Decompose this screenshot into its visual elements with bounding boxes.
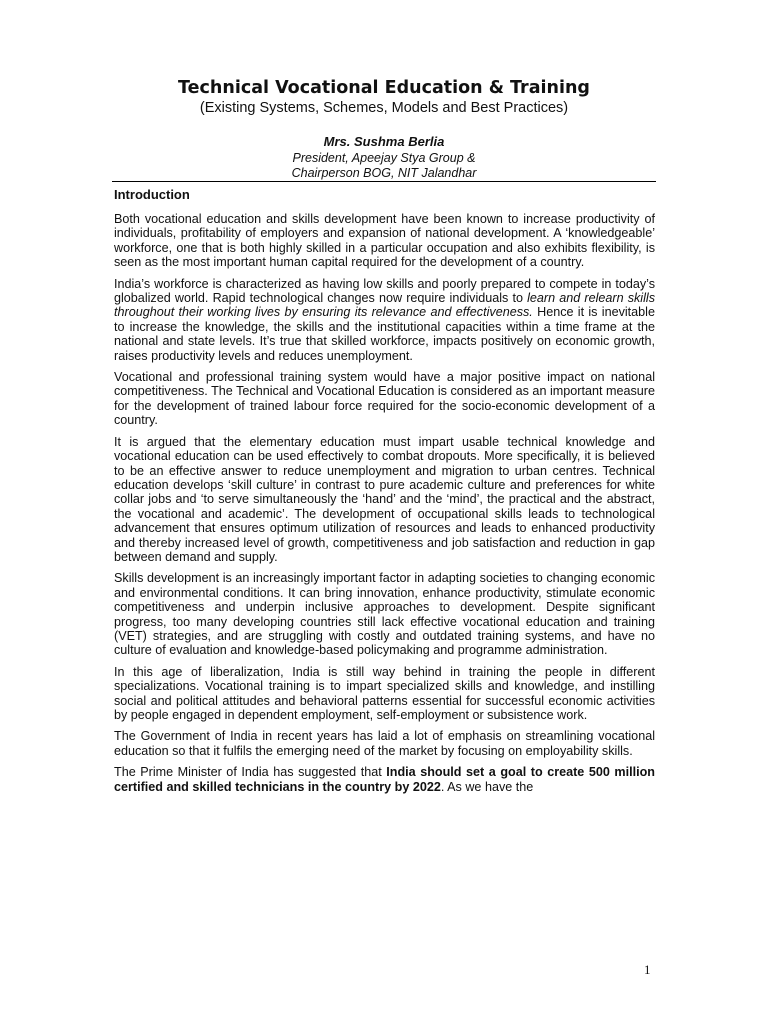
paragraph-2-part-1: India’s workforce is characterized as having low skills and poorly prepared to compete in today’s globalized world. Rapid technological changes now require individuals to xyxy=(114,276,655,306)
section-heading: Introduction xyxy=(114,187,190,202)
paragraph-2-part-3: Hence it is inevitable to increase the knowledge, the skills and the institutional capacities within a time frame at the national and state levels. It’s true that skilled workforce, impacts positively on economic growth, raises productivity levels and reduces unemployment. xyxy=(114,305,655,363)
document-title: Technical Vocational Education & Training xyxy=(178,78,590,98)
page-number: 1 xyxy=(644,962,651,977)
paragraph-5: Skills development is an increasingly important factor in adapting societies to changing economic and environmental conditions. It can bring innovation, enhance productivity, stimulate economic competitiveness and underpin inclusive approaches to development. Despite significant progress, too many developing countries still lack effective vocational education and training (VET) strategies, and are struggling with costly and outdated training systems, and have no culture of evaluation and knowledge-based policymaking and programme administration. xyxy=(114,571,655,658)
author-affiliation-line-2: Chairperson BOG, NIT Jalandhar xyxy=(291,166,477,180)
paragraph-8-part-3: . As we have the xyxy=(440,779,534,794)
author-name: Mrs. Sushma Berlia xyxy=(323,134,445,149)
paragraph-1: Both vocational education and skills development have been known to increase productivity of individuals, profitability of employers and expansion of national development. A ‘knowledgeable’ workforce, one that is both highly skilled in a particular occupation and also exhibits flexibility, is seen as the most important human capital required for the development of a country. xyxy=(114,212,655,270)
paragraph-2 xyxy=(114,277,655,363)
paragraph-6: In this age of liberalization, India is still way behind in training the people in different specializations. Vocational training is to impart specialized skills and knowledge, and instilling social and political attitudes and behavioral patterns essential for successful economic activities by people engaged in dependent employment, self-employment or subsistence work. xyxy=(114,664,655,722)
author-affiliation-line-1: President, Apeejay Stya Group & xyxy=(292,151,476,165)
paragraph-8-part-1: The Prime Minister of India has suggested that xyxy=(114,765,387,780)
paragraph-4: It is argued that the elementary education must impart usable technical knowledge and vocational education can be used effectively to combat dropouts. More specifically, it is believed to be an effective answer to reduce unemployment and migration to urban centres. Technical education develops ‘skill culture’ in contrast to pure academic culture and preferences for white collar jobs and ‘to serve simultaneously the ‘hand’ and the ‘mind’, the practical and the abstract, the vocational and academic’. The development of occupational skills leads to technological advancement that ensures optimum utilization of resources and leads to enhanced productivity and thereby increased level of growth, competitiveness and job satisfaction and reduction in gap between demand and supply. xyxy=(114,434,655,564)
paragraph-7: The Government of India in recent years has laid a lot of emphasis on streamlining vocational education so that it fulfils the emerging need of the market by focusing on employability skills. xyxy=(114,729,655,758)
body-text xyxy=(114,212,655,801)
section-divider xyxy=(112,181,656,182)
paragraph-2-emphasis: learn and relearn skills throughout their working lives by ensuring its relevance and effectiveness. xyxy=(114,291,655,320)
document-subtitle: (Existing Systems, Schemes, Models and Best Practices) xyxy=(199,100,569,116)
paragraph-8-bold: India should set a goal to create 500 million certified and skilled technicians in the country by 2022 xyxy=(114,765,655,794)
paragraph-8 xyxy=(114,765,655,794)
paragraph-3: Vocational and professional training system would have a major positive impact on national competitiveness. The Technical and Vocational Education is considered as an important measure for the development of trained labour force required for the socio-economic development of a country. xyxy=(114,370,655,428)
